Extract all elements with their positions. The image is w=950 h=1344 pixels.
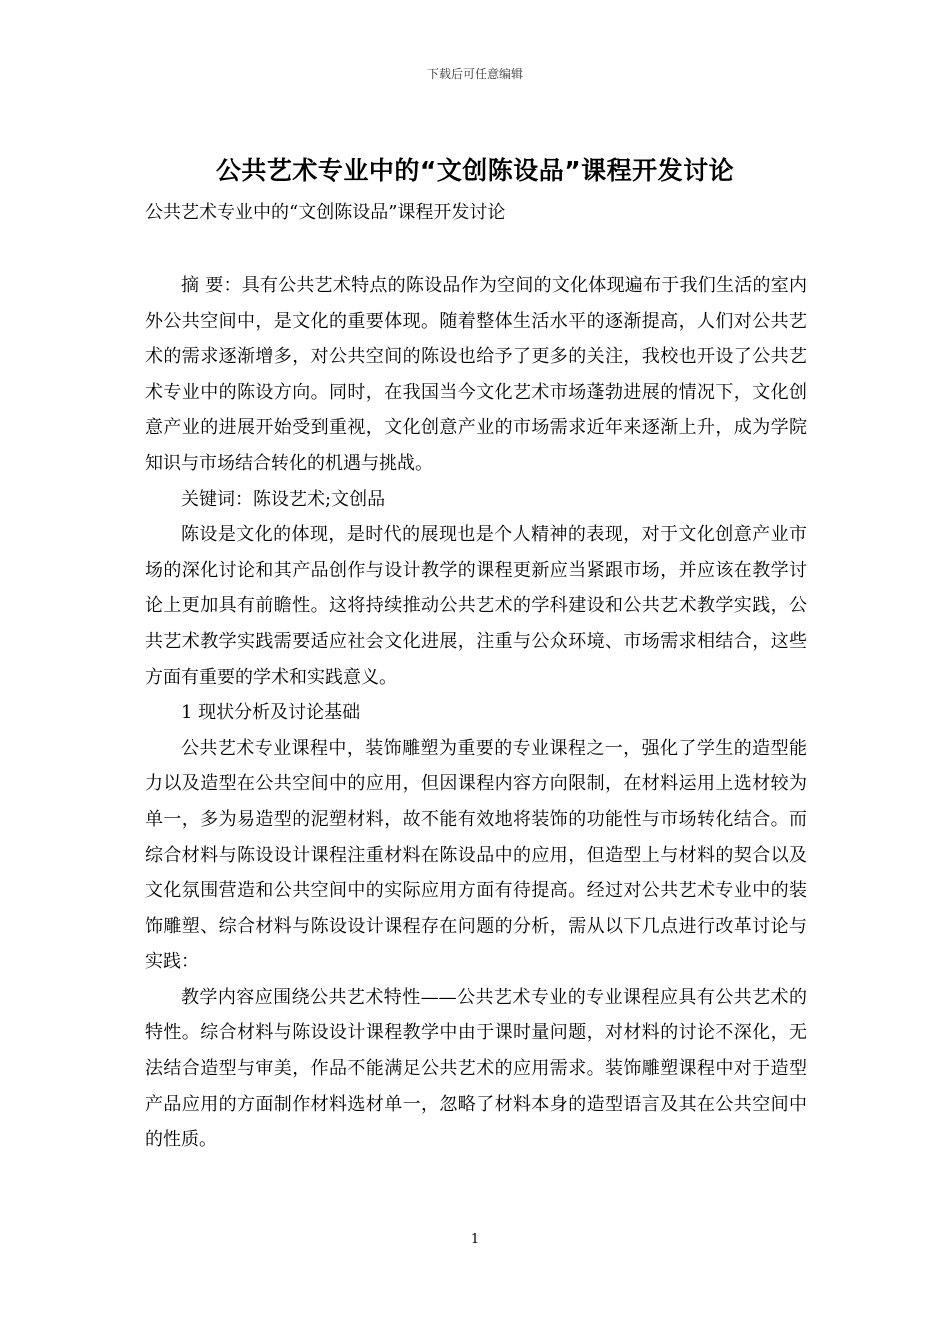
page-number: 1 [470, 1232, 480, 1247]
document-body [145, 268, 807, 1158]
body-paragraph: 教学内容应围绕公共艺术特性——公共艺术专业的专业课程应具有公共艺术的特性。综合材料与陈设设计课程教学中由于课时量问题，对材料的讨论不深化，无法结合造型与审美，作品不能满足公共艺术的应用需求。装饰雕塑课程中对于造型产品应用的方面制作材料选材单一，忽略了材料本身的造型语言及其在公共空间中的性质。 [145, 986, 807, 1151]
intro-paragraph: 陈设是文化的体现，是时代的展现也是个人精神的表现，对于文化创意产业市场的深化讨论和其产品创作与设计教学的课程更新应当紧跟市场，并应该在教学讨论上更加具有前瞻性。这将持续推动公共艺术的学科建设和公共艺术教学实践，公共艺术教学实践需要适应社会文化进展，注重与公众环境、市场需求相结合，这些方面有重要的学术和实践意义。 [145, 524, 807, 688]
document-title: 公共艺术专业中的“文创陈设品”课程开发讨论 [215, 156, 735, 185]
keywords-line: 关键词：陈设艺术;文创品 [181, 488, 386, 510]
header-note: 下载后可任意编辑 [426, 67, 523, 81]
abstract-paragraph: 摘 要：具有公共艺术特点的陈设品作为空间的文化体现遍布于我们生活的室内外公共空间中，是文化的重要体现。随着整体生活水平的逐渐提高，人们对公共艺术的需求逐渐增多，对公共空间的陈设也给予了更多的关注，我校也开设了公共艺术专业中的陈设方向。同时，在我国当今文化艺术市场蓬勃进展的情况下，文化创意产业的进展开始受到重视，文化创意产业的市场需求近年来逐渐上升，成为学院知识与市场结合转化的机遇与挑战。 [145, 275, 807, 474]
section-heading: 1 现状分析及讨论基础 [181, 702, 361, 724]
document-subtitle: 公共艺术专业中的“文创陈设品”课程开发讨论 [145, 202, 506, 223]
body-paragraph: 公共艺术专业课程中，装饰雕塑为重要的专业课程之一，强化了学生的造型能力以及造型在公共空间中的应用，但因课程内容方向限制，在材料运用上选材较为单一，多为易造型的泥塑材料，故不能有效地将装饰的功能性与市场转化结合。而综合材料与陈设设计课程注重材料在陈设品中的应用，但造型上与材料的契合以及文化氛围营造和公共空间中的实际应用方面有待提高。经过对公共艺术专业中的装饰雕塑、综合材料与陈设设计课程存在问题的分析，需从以下几点进行改革讨论与实践： [145, 737, 807, 973]
